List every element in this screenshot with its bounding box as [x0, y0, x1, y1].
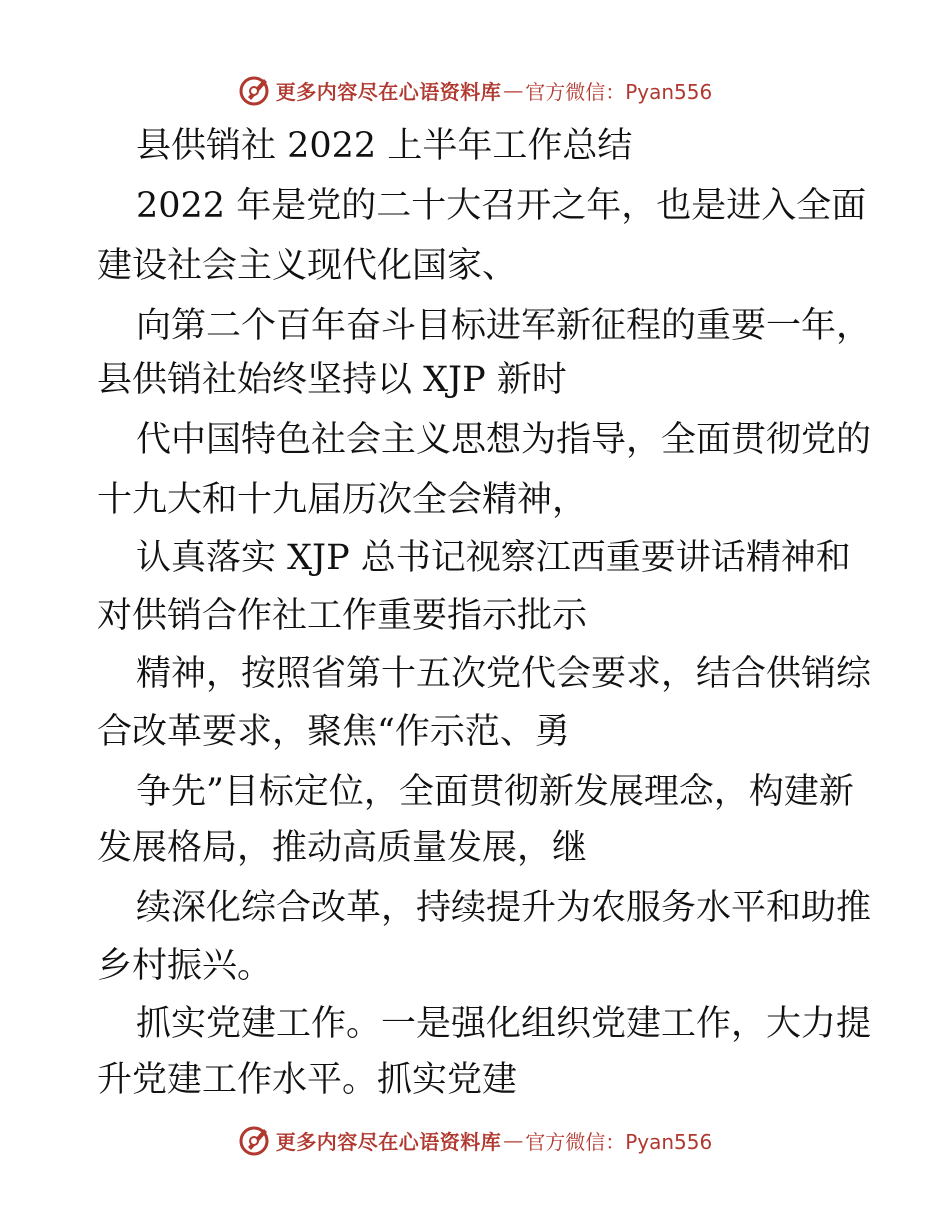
pen-logo-icon	[238, 1123, 272, 1157]
paragraph-line: 发展格局，推动高质量发展，继	[97, 828, 588, 868]
pen-logo-icon	[238, 73, 272, 107]
paragraph-line: 向第二个百年奋斗目标进军新征程的重要一年，	[136, 306, 872, 346]
header-watermark	[0, 70, 950, 110]
paragraph-line: 县供销社始终坚持以 XJP 新时	[97, 360, 567, 400]
paragraph-line: 精神，按照省第十五次党代会要求，结合供销综	[136, 654, 872, 694]
footer-watermark	[0, 1120, 950, 1160]
paragraph-line: 2022 年是党的二十大召开之年，也是进入全面	[136, 186, 867, 226]
watermark-contact: 官方微信：Pyan556	[525, 1129, 713, 1154]
watermark-text: 更多内容尽在心语资料库	[275, 1129, 502, 1154]
paragraph-line: 建设社会主义现代化国家、	[97, 246, 518, 286]
paragraph-line: 对供销合作社工作重要指示批示	[97, 596, 588, 636]
watermark-contact: 官方微信：Pyan556	[525, 79, 713, 104]
paragraph-line: 争先”目标定位，全面贯彻新发展理念，构建新	[136, 772, 854, 812]
paragraph-line: 续深化综合改革，持续提升为农服务水平和助推	[136, 888, 872, 928]
watermark-text: 更多内容尽在心语资料库	[275, 79, 502, 104]
watermark-dash: —	[503, 1128, 524, 1152]
paragraph-line: 认真落实 XJP 总书记视察江西重要讲话精神和	[136, 538, 851, 578]
paragraph-line: 升党建工作水平。抓实党建	[97, 1060, 518, 1100]
paragraph-line: 合改革要求，聚焦“作示范、勇	[97, 712, 570, 752]
document-title: 县供销社 2022 上半年工作总结	[136, 126, 633, 166]
paragraph-line: 十九大和十九届历次全会精神，	[97, 480, 588, 520]
paragraph-line: 抓实党建工作。一是强化组织党建工作，大力提	[136, 1004, 872, 1044]
paragraph-line: 乡村振兴。	[97, 946, 273, 986]
paragraph-line: 代中国特色社会主义思想为指导，全面贯彻党的	[136, 420, 872, 460]
watermark-dash: —	[503, 78, 524, 102]
